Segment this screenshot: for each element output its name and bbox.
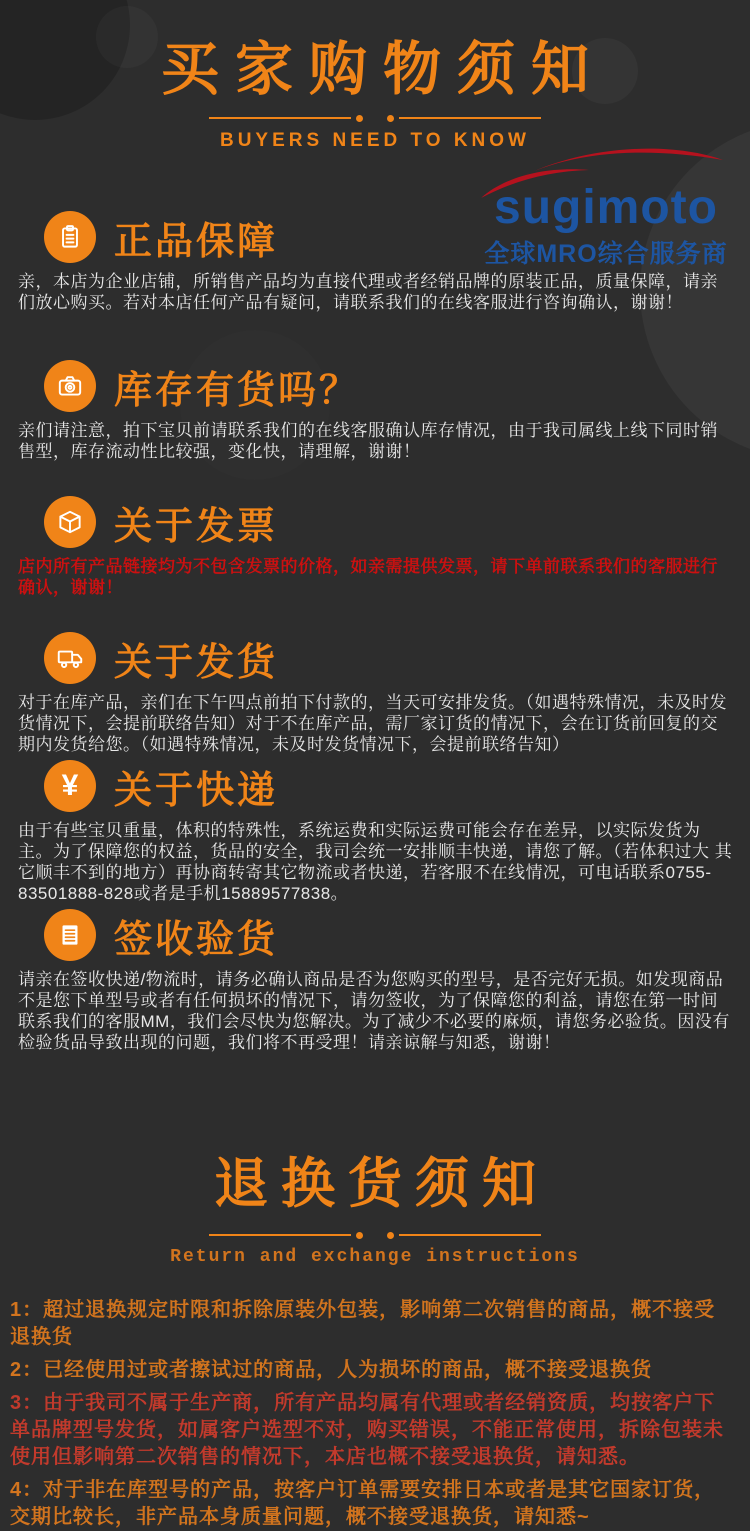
section-express <box>0 759 750 904</box>
divider-line <box>209 1234 351 1236</box>
section-body: 店内所有产品链接均为不包含发票的价格，如亲需提供发票，请下单前联系我们的客服进行确认，谢谢！ <box>18 556 718 597</box>
page-header <box>0 0 750 152</box>
section-head <box>18 908 735 963</box>
section-body: 亲，本店为企业店铺，所销售产品均为直接代理或者经销品牌的原装正品，质量保障，请亲们放心购买。若对本店任何产品有疑问，请联系我们的在线客服进行咨询确认，谢谢！ <box>18 271 718 312</box>
returns-header <box>0 1141 750 1267</box>
page-title: 买家购物须知 <box>160 37 605 102</box>
returns-item-2: 2：已经使用过或者擦试过的商品，人为损坏的商品，概不接受退换货 <box>10 1358 653 1381</box>
info-sections <box>0 210 750 1053</box>
returns-title: 退换货须知 <box>214 1153 549 1214</box>
section-head <box>18 210 735 265</box>
divider-dot <box>387 1232 394 1239</box>
section-heading: 签收验货 <box>114 918 279 961</box>
returns-item-3: 3：由于我司不属于生产商，所有产品均属有代理或者经销资质，均按客户下单品牌型号发货，如属客户选型不对，购买错误，不能正常使用，拆除包装未使用但影响第二次销售的情况下，本店也概不接受退换货，请知悉。 <box>10 1391 724 1468</box>
section-body: 亲们请注意，拍下宝贝前请联系我们的在线客服确认库存情况，由于我司属线上线下同时销售型，库存流动性比较强，变化快，请理解，谢谢！ <box>18 420 718 461</box>
divider-dot <box>387 115 394 122</box>
section-head <box>18 495 735 550</box>
section-stock <box>0 359 750 462</box>
receipt-icon <box>44 909 96 961</box>
page-subtitle: BUYERS NEED TO KNOW <box>219 129 530 151</box>
section-heading: 库存有货吗？ <box>114 369 361 412</box>
returns-divider <box>0 1232 750 1239</box>
section-authenticity <box>0 210 750 313</box>
camera-icon <box>44 360 96 412</box>
divider-line <box>209 117 351 119</box>
section-invoice <box>0 495 750 598</box>
divider-dot <box>356 1232 363 1239</box>
section-shipping <box>0 631 750 755</box>
divider-dot <box>356 115 363 122</box>
returns-item-1: 1：超过退换规定时限和拆除原装外包装，影响第二次销售的商品，概不接受退换货 <box>10 1298 716 1348</box>
section-body: 由于有些宝贝重量，体积的特殊性，系统运费和实际运费可能会存在差异，以实际发货为主。为了保障您的权益，货品的安全，我司会统一安排顺丰快递，请您了解。（若体积过大 其它顺丰不到的地方）再协商转寄其它物流或者快递，若客服不在线情况，可电话联系0755-83501888-828或者是手机15889577838。 <box>18 820 733 903</box>
title-divider <box>0 115 750 122</box>
yen-icon: ¥ <box>44 760 96 812</box>
divider-line <box>399 117 541 119</box>
clipboard-icon <box>44 211 96 263</box>
section-heading: 关于快递 <box>114 769 279 812</box>
returns-list <box>0 1297 750 1531</box>
section-head <box>18 359 735 414</box>
section-heading: 关于发货 <box>114 641 279 684</box>
section-head <box>18 759 735 814</box>
section-inspection <box>0 908 750 1053</box>
box-icon <box>44 496 96 548</box>
section-head <box>18 631 735 686</box>
section-heading: 关于发票 <box>114 505 279 548</box>
truck-icon <box>44 632 96 684</box>
section-heading: 正品保障 <box>114 220 279 263</box>
section-body: 请亲在签收快递/物流时，请务必确认商品是否为您购买的型号，是否完好无损。如发现商品不是您下单型号或者有任何损坏的情况下，请勿签收，为了保障您的利益，请您在第一时间联系我们的客服MM，我们会尽快为您解决。为了减少不必要的麻烦，请您务必验货。因没有检验货品导致出现的问题，我们将不再受理！请亲谅解与知悉，谢谢！ <box>18 969 730 1052</box>
logo-wordmark: sugimoto <box>494 181 718 234</box>
section-body: 对于在库产品，亲们在下午四点前拍下付款的，当天可安排发货。（如遇特殊情况，未及时发货情况下，会提前联络告知）对于不在库产品，需厂家订货的情况下，会在订货前回复的交期内发货给您。（如遇特殊情况，未及时发货情况下，会提前联络告知） <box>18 692 727 754</box>
divider-line <box>399 1234 541 1236</box>
returns-item-4: 4：对于非在库型号的产品，按客户订单需要安排日本或者是其它国家订货，交期比较长，非产品本身质量问题，概不接受退换货，请知悉~ <box>10 1478 716 1528</box>
returns-subtitle: Return and exchange instructions <box>170 1246 580 1267</box>
logo-tagline: 全球MRO综合服务商 <box>484 240 728 268</box>
